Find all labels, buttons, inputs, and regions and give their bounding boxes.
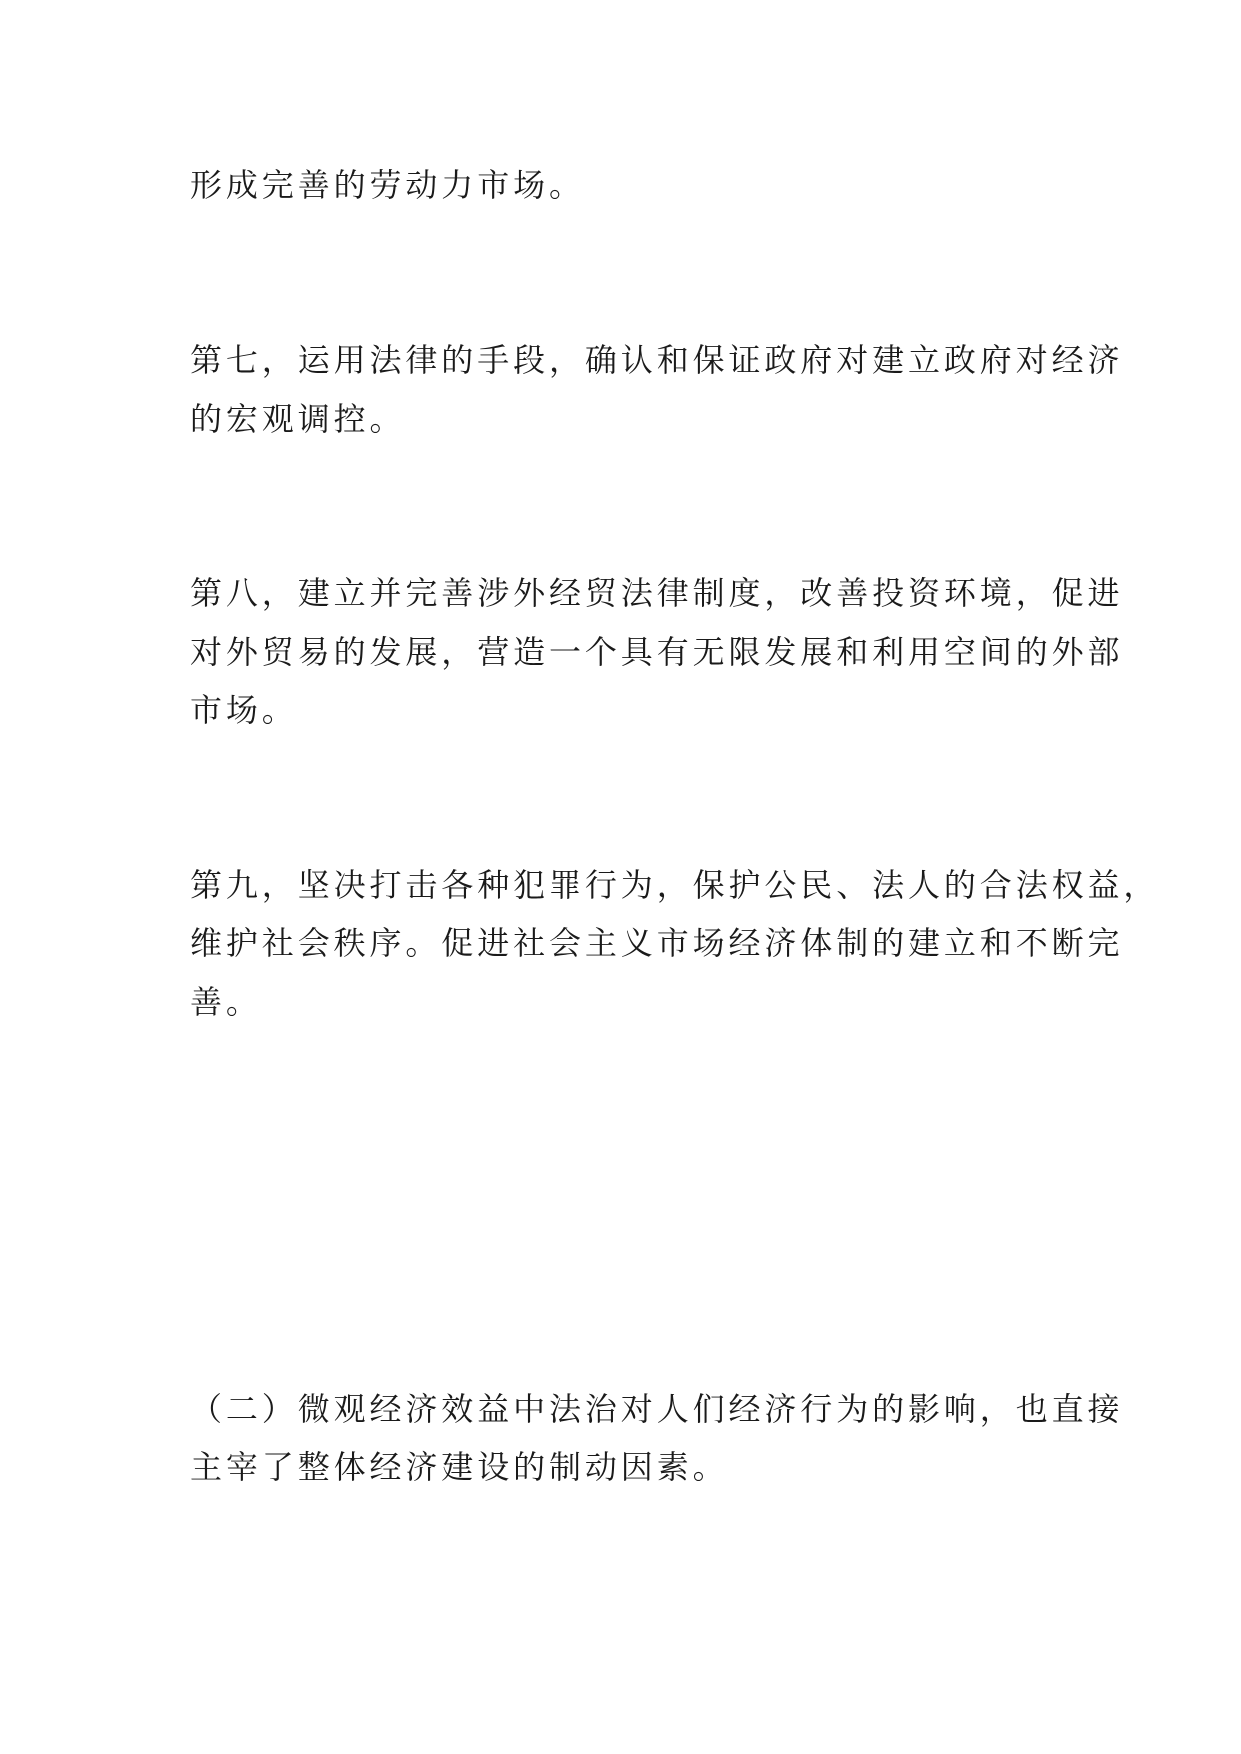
text-line: 市场。: [190, 691, 298, 729]
text-line: 对外贸易的发展，营造一个具有无限发展和利用空间的外部: [190, 633, 1124, 671]
text-line: 维护社会秩序。促进社会主义市场经济体制的建立和不断完: [190, 924, 1124, 962]
text-line: 形成完善的劳动力市场。: [190, 166, 585, 204]
text-line: 主宰了整体经济建设的制动因素。: [190, 1448, 729, 1486]
text-line: 第七，运用法律的手段，确认和保证政府对建立政府对经济: [190, 341, 1124, 379]
text-line: 第九，坚决打击各种犯罪行为，保护公民、法人的合法权益，: [190, 866, 1160, 904]
text-line: 第八，建立并完善涉外经贸法律制度，改善投资环境，促进: [190, 574, 1124, 612]
text-line: 善。: [190, 983, 262, 1021]
text-line: 的宏观调控。: [190, 400, 406, 438]
text-line: （二）微观经济效益中法治对人们经济行为的影响，也直接: [190, 1390, 1124, 1428]
